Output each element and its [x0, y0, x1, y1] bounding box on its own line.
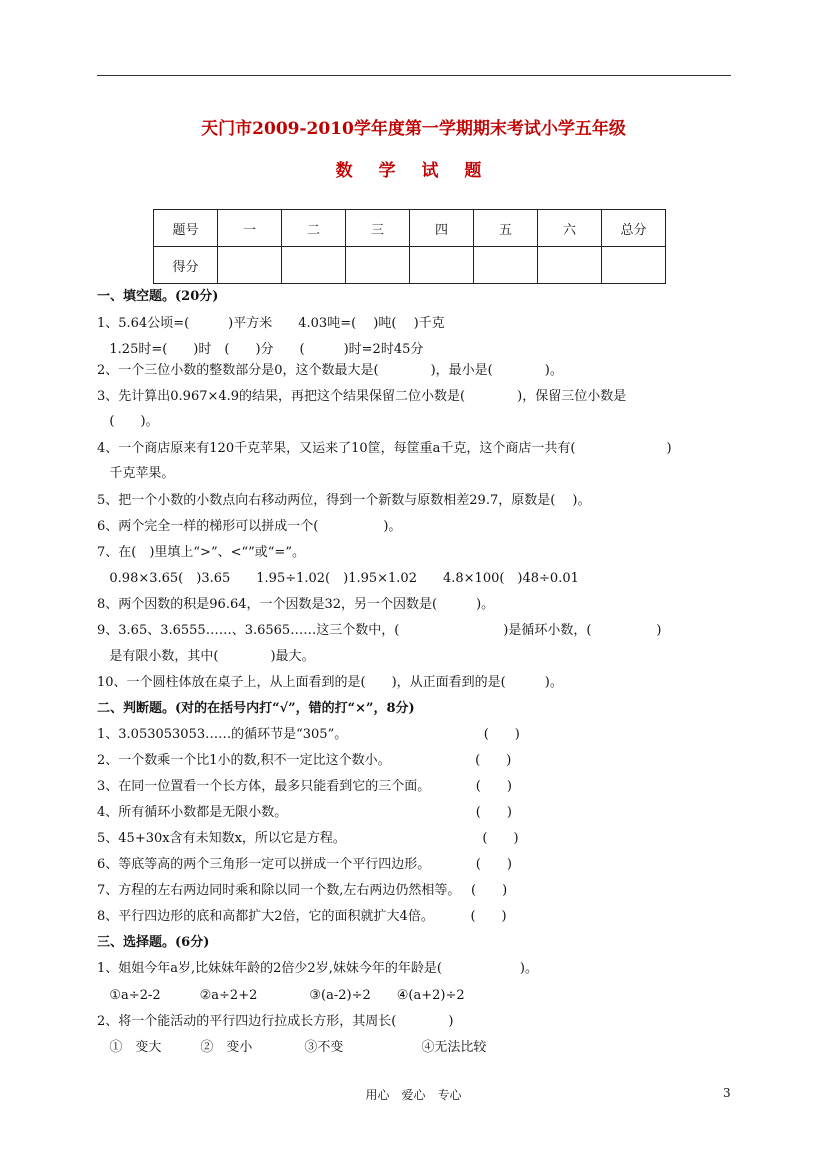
- score-header-cell: 四: [410, 210, 474, 247]
- question-line: ① 变大 ② 变小 ③不变 ④无法比较: [97, 1040, 487, 1055]
- score-cell: [410, 247, 474, 284]
- score-header-cell: 总分: [602, 210, 666, 247]
- question-line: 8、两个因数的积是96.64，一个因数是32，另一个因数是( )。: [97, 597, 495, 612]
- question-line: 1、姐姐今年a岁,比妹妹年龄的2倍少2岁,妹妹今年的年龄是( )。: [97, 961, 538, 976]
- question-line: 7、方程的左右两边同时乘和除以同一个数,左右两边仍然相等。 ( ): [97, 883, 508, 898]
- question-line: 1.25时=( )时 ( )分 ( )时=2时45分: [97, 342, 424, 357]
- question-line: 是有限小数，其中( )最大。: [97, 649, 315, 664]
- score-header-cell: 一: [218, 210, 282, 247]
- score-cell: [602, 247, 666, 284]
- question-line: 千克苹果。: [97, 466, 175, 481]
- score-cell: [282, 247, 346, 284]
- question-line: ①a÷2-2 ②a÷2+2 ③(a-2)÷2 ④(a+2)÷2: [97, 988, 465, 1003]
- section-heading: 一、填空题。(20分): [97, 289, 219, 304]
- question-line: 10、一个圆柱体放在桌子上，从上面看到的是( )，从正面看到的是( )。: [97, 675, 563, 690]
- score-header-row: [154, 210, 666, 247]
- page-number: 3: [723, 1086, 731, 1100]
- question-line: 2、将一个能活动的平行四边行拉成长方形，其周长( ): [97, 1014, 454, 1029]
- score-cell: [346, 247, 410, 284]
- question-line: 2、一个数乘一个比1小的数,积不一定比这个数小。 ( ): [97, 753, 512, 768]
- question-line: 1、5.64公顷=( )平方米 4.03吨=( )吨( )千克: [97, 316, 445, 331]
- score-table: [153, 209, 666, 284]
- score-cell: [474, 247, 538, 284]
- score-header-cell: 二: [282, 210, 346, 247]
- question-line: ( )。: [97, 414, 159, 429]
- score-cell: [218, 247, 282, 284]
- section-heading: 二、判断题。(对的在括号内打“√”，错的打“×”，8分): [97, 701, 415, 716]
- question-line: 8、平行四边形的底和高都扩大2倍，它的面积就扩大4倍。 ( ): [97, 909, 507, 924]
- score-header-cell: 三: [346, 210, 410, 247]
- section-heading: 三、选择题。(6分): [97, 935, 210, 950]
- score-header-cell: 六: [538, 210, 602, 247]
- score-value-row: [154, 247, 666, 284]
- question-line: 3、在同一位置看一个长方体，最多只能看到它的三个面。 ( ): [97, 779, 512, 794]
- question-line: 9、3.65、3.6555……、3.6565……这三个数中，( )是循环小数，( ): [97, 623, 662, 638]
- question-line: 6、等底等高的两个三角形一定可以拼成一个平行四边形。 ( ): [97, 857, 512, 872]
- header-rule: [97, 75, 731, 76]
- question-line: 2、一个三位小数的整数部分是0，这个数最大是( )，最小是( )。: [97, 363, 563, 378]
- question-line: 0.98×3.65( )3.65 1.95÷1.02( )1.95×1.02 4.8×100( )48÷0.01: [97, 571, 579, 586]
- question-line: 4、所有循环小数都是无限小数。 ( ): [97, 805, 512, 820]
- score-cell: [538, 247, 602, 284]
- footer-motto: 用心 爱心 专心: [365, 1088, 462, 1102]
- question-line: 5、45+30x含有未知数x，所以它是方程。 ( ): [97, 831, 519, 846]
- question-line: 5、把一个小数的小数点向右移动两位，得到一个新数与原数相差29.7，原数是( )。: [97, 493, 591, 508]
- exam-title: 天门市2009-2010学年度第一学期期末考试小学五年级: [201, 119, 626, 139]
- score-header-cell: 题号: [154, 210, 218, 247]
- score-header-cell: 五: [474, 210, 538, 247]
- question-line: 3、先计算出0.967×4.9的结果，再把这个结果保留二位小数是( )，保留三位小数是: [97, 389, 627, 404]
- question-line: 1、3.053053053……的循环节是“305”。 ( ): [97, 727, 520, 742]
- question-line: 6、两个完全一样的梯形可以拼成一个( )。: [97, 519, 402, 534]
- question-line: 4、一个商店原来有120千克苹果，又运来了10筐，每筐重a千克，这个商店一共有( ): [97, 441, 672, 456]
- score-row-label: 得分: [154, 247, 218, 284]
- exam-subtitle: 数 学 试 题: [335, 161, 492, 181]
- question-line: 7、在( )里填上“>”、<“”或“=”。: [97, 545, 305, 560]
